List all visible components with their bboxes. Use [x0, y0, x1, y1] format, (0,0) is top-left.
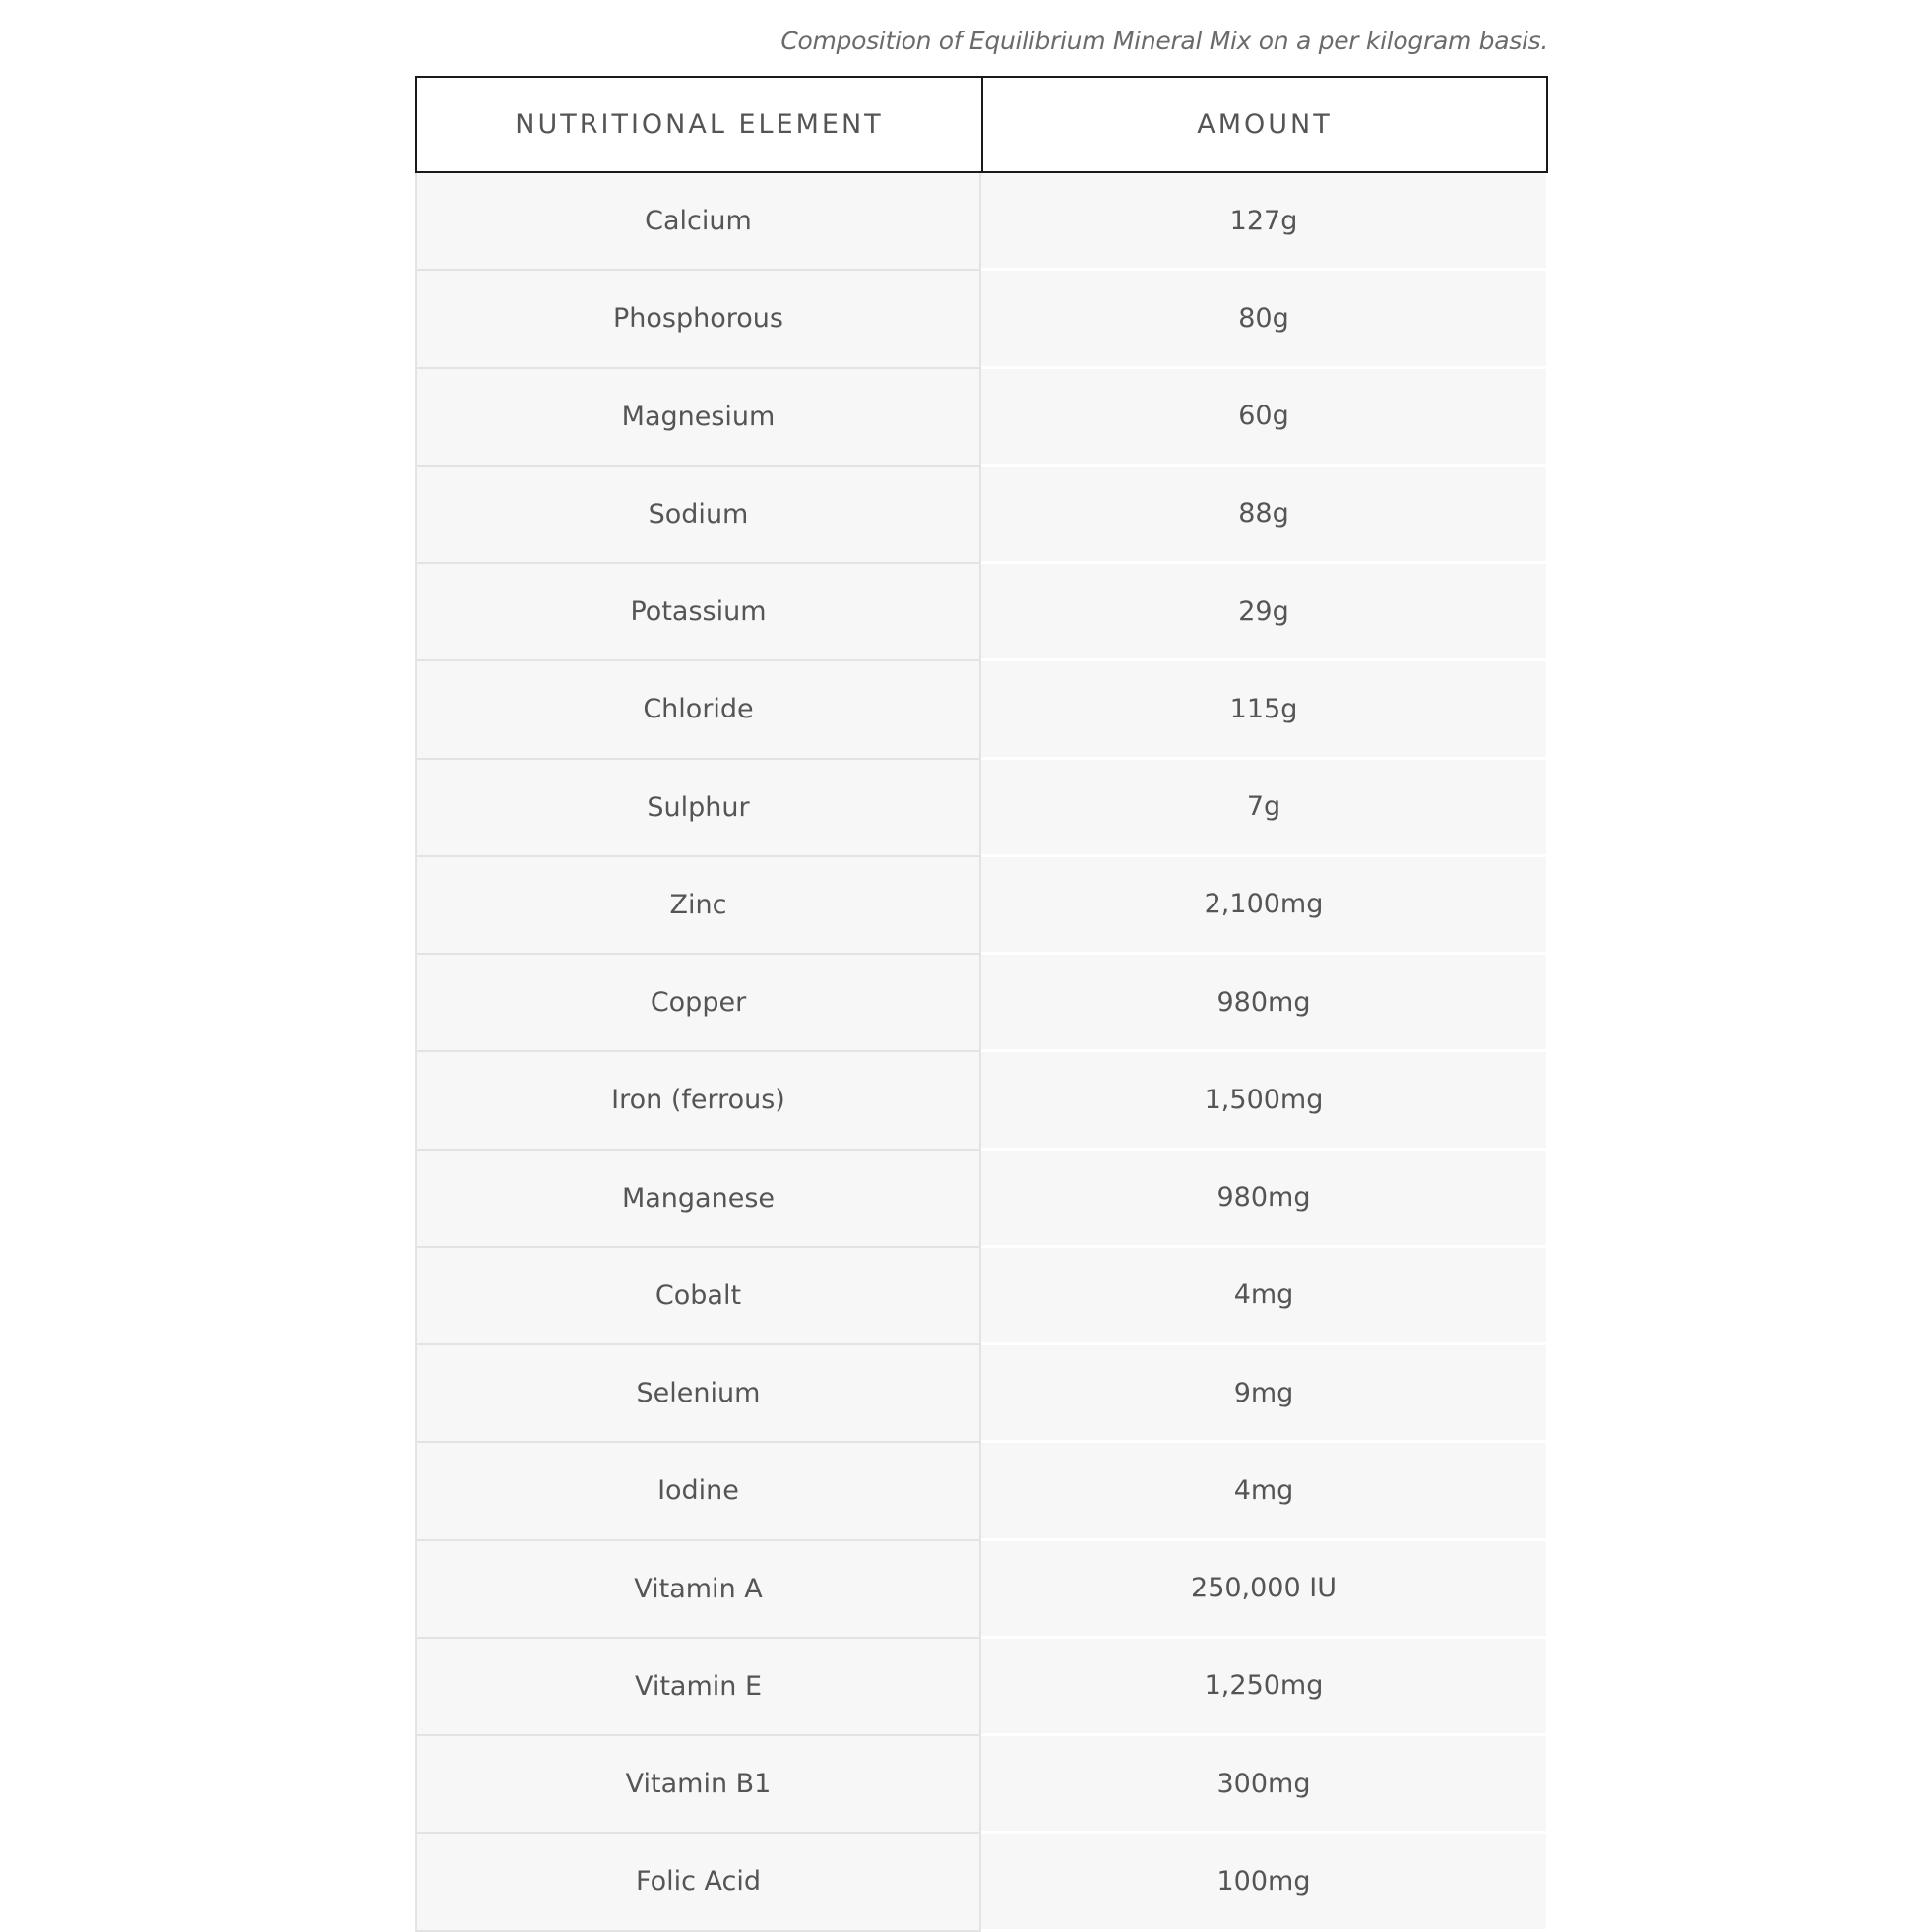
element-cell: Folic Acid [415, 1834, 981, 1931]
amount-cell: 9mg [981, 1345, 1546, 1443]
table-header [415, 76, 1548, 173]
amount-cell: 2,100mg [981, 857, 1546, 955]
amount-cell: 127g [981, 173, 1546, 271]
element-cell: Chloride [415, 661, 981, 759]
table-row [415, 1834, 1548, 1931]
table-row [415, 564, 1548, 661]
element-cell: Phosphorous [415, 271, 981, 368]
amount-cell: 4mg [981, 1248, 1546, 1345]
table-row [415, 1541, 1548, 1639]
table-row [415, 857, 1548, 955]
table-body [415, 173, 1548, 1932]
table-row [415, 1052, 1548, 1150]
table-row [415, 1736, 1548, 1834]
table-row [415, 1639, 1548, 1736]
amount-cell: 4mg [981, 1443, 1546, 1540]
table-row [415, 1248, 1548, 1345]
table-row [415, 173, 1548, 271]
table-row [415, 1151, 1548, 1248]
element-cell: Zinc [415, 857, 981, 955]
amount-cell: 980mg [981, 955, 1546, 1052]
table-row [415, 271, 1548, 368]
amount-cell: 88g [981, 467, 1546, 564]
element-cell: Potassium [415, 564, 981, 661]
composition-table [415, 76, 1548, 1932]
amount-cell: 300mg [981, 1736, 1546, 1834]
element-cell: Vitamin B1 [415, 1736, 981, 1834]
amount-cell: 100mg [981, 1834, 1546, 1931]
element-cell: Iron (ferrous) [415, 1052, 981, 1150]
amount-cell: 60g [981, 369, 1546, 467]
element-cell: Vitamin E [415, 1639, 981, 1736]
amount-cell: 1,500mg [981, 1052, 1546, 1150]
element-cell: Calcium [415, 173, 981, 271]
amount-cell: 7g [981, 760, 1546, 857]
element-cell: Sodium [415, 467, 981, 564]
header-nutritional-element: NUTRITIONAL ELEMENT [417, 78, 983, 171]
table-row [415, 760, 1548, 857]
amount-cell: 250,000 IU [981, 1541, 1546, 1639]
element-cell: Selenium [415, 1345, 981, 1443]
element-cell: Cobalt [415, 1248, 981, 1345]
element-cell: Vitamin A [415, 1541, 981, 1639]
amount-cell: 980mg [981, 1151, 1546, 1248]
amount-cell: 80g [981, 271, 1546, 368]
element-cell: Iodine [415, 1443, 981, 1540]
amount-cell: 115g [981, 661, 1546, 759]
element-cell: Magnesium [415, 369, 981, 467]
element-cell: Sulphur [415, 760, 981, 857]
table-row [415, 955, 1548, 1052]
table-row [415, 369, 1548, 467]
table-row [415, 467, 1548, 564]
element-cell: Copper [415, 955, 981, 1052]
table-row [415, 1345, 1548, 1443]
header-amount: AMOUNT [1197, 109, 1333, 140]
amount-cell: 29g [981, 564, 1546, 661]
table-row [415, 661, 1548, 759]
amount-cell: 1,250mg [981, 1639, 1546, 1736]
element-cell: Manganese [415, 1151, 981, 1248]
table-caption: Composition of Equilibrium Mineral Mix on a per kilogram basis. [780, 27, 1548, 55]
table-row [415, 1443, 1548, 1540]
